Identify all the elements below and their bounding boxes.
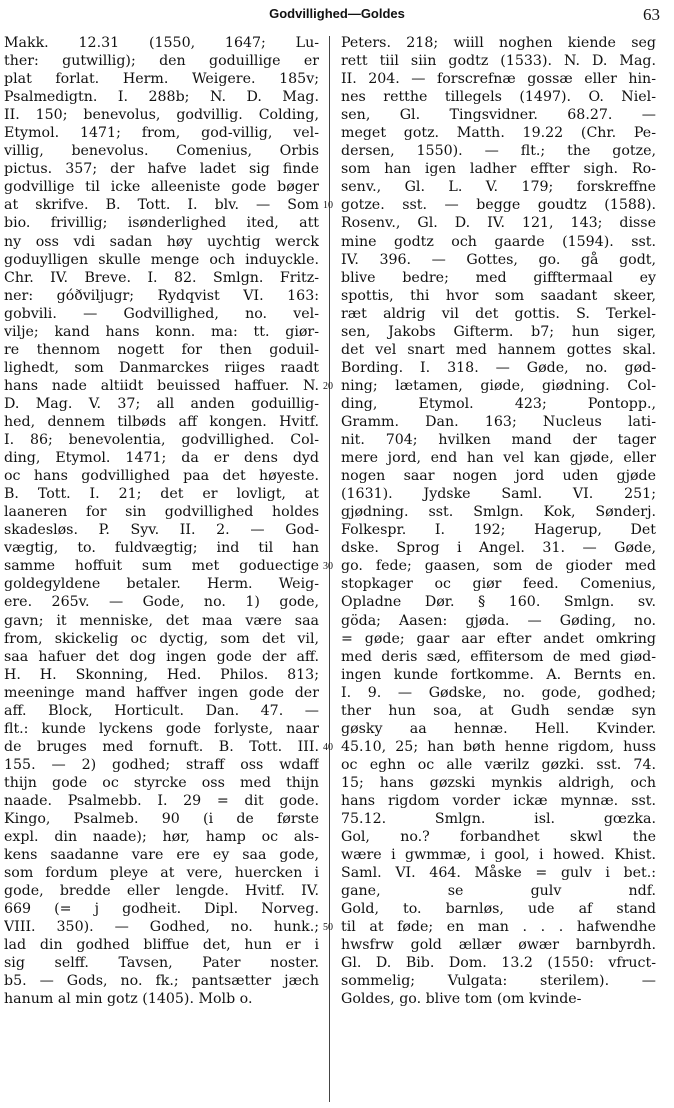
text-line: thijn gode oc styrcke oss med thijn bbox=[4, 774, 319, 791]
text-line: rett tiil siin godtz (1533). N. D. Mag. bbox=[341, 53, 656, 70]
text-line: dske. Sprog i Angel. 31. — Gøde, bbox=[341, 540, 656, 557]
text-line: from, skickelig oc dyctig, som det vil, bbox=[4, 630, 319, 647]
text-line: ner: góðviljugr; Rydqvist VI. 163: bbox=[4, 287, 319, 304]
text-line: dersen, 1550). — flt.; the gotze, bbox=[341, 143, 656, 160]
text-line: meget gotz. Matth. 19.22 (Chr. Pe- bbox=[341, 125, 656, 142]
text-line: som han igen ladher effter sigh. Ro- bbox=[341, 161, 656, 178]
text-line: Rosenv., Gl. D. IV. 121, 143; disse bbox=[341, 215, 656, 232]
text-line: sig selff. Tavsen, Pater noster. bbox=[4, 955, 319, 972]
text-line: B. Tott. I. 21; det er lovligt, at bbox=[4, 486, 319, 503]
text-line: Opladne Dør. § 160. Smlgn. sv. bbox=[341, 594, 656, 611]
text-line: sen, Jakobs Gifterm. b7; hun siger, bbox=[341, 323, 656, 340]
text-line: ding, Etymol. 423; Pontopp., bbox=[341, 395, 656, 412]
text-line: mine godtz och gaarde (1594). sst. bbox=[341, 233, 656, 250]
text-line: go. fede; gaasen, som de gioder med bbox=[341, 558, 656, 575]
text-line: II. 204. — forscrefnæ gossæ eller hin- bbox=[341, 71, 656, 88]
text-line: ny oss vdi sadan høy uychtig werck bbox=[4, 233, 319, 250]
left-column bbox=[4, 34, 319, 1009]
text-line: 669 (= j godheit. Dipl. Norveg. bbox=[4, 901, 319, 918]
text-line: IV. 396. — Gottes, go. gå godt, bbox=[341, 251, 656, 268]
text-line: I. 9. — Gødske, no. gode, godhed; bbox=[341, 684, 656, 701]
text-line: aff. Block, Horticult. Dan. 47. — bbox=[4, 702, 319, 719]
margin-line-number: 10 bbox=[323, 200, 333, 212]
text-line: hanum al min gotz (1405). Molb o. bbox=[4, 991, 253, 1008]
text-line: sommelig; Vulgata: sterilem). — bbox=[341, 973, 656, 990]
text-line: 75.12. Smlgn. isl. gœzka. bbox=[341, 811, 656, 828]
text-line: b5. — Gods, no. fk.; pantsætter jæch bbox=[4, 973, 319, 990]
text-line: skadesløs. P. Syv. II. 2. — God- bbox=[4, 522, 319, 539]
text-line: Gol, no.? forbandhet skwl the bbox=[341, 829, 656, 846]
text-line: re thennom nogett for then goduil- bbox=[4, 341, 319, 358]
text-line: blive bedre; med gifftermaal ey bbox=[341, 269, 656, 286]
right-column bbox=[341, 34, 656, 1009]
margin-line-number: 30 bbox=[323, 561, 333, 573]
text-line: gjødning. sst. Smlgn. Kok, Sønderj. bbox=[341, 504, 656, 521]
margin-line-number: 40 bbox=[323, 741, 333, 753]
margin-line-number: 20 bbox=[323, 380, 333, 392]
margin-line-number: 50 bbox=[323, 922, 333, 934]
text-line: med deris sæd, effitersom de med giød- bbox=[341, 648, 656, 665]
text-line: naade. Psalmebb. I. 29 = dit gode. bbox=[4, 792, 319, 809]
text-line: oc hans godvillighed paa det høyeste. bbox=[4, 468, 319, 485]
text-line: kens saadanne vare ere ey saa gode, bbox=[4, 847, 319, 864]
text-line: stopkager oc giør feed. Comenius, bbox=[341, 576, 656, 593]
text-line: I. 86; benevolentia, godvillighed. Col- bbox=[4, 432, 319, 449]
text-line: pictus. 357; der hafve ladet sig finde bbox=[4, 161, 319, 178]
text-line: Chr. IV. Breve. I. 82. Smlgn. Fritz- bbox=[4, 269, 319, 286]
text-line: spottis, thi hvor som saadant skeer, bbox=[341, 287, 656, 304]
text-line: de bruges med fornuft. B. Tott. III. bbox=[4, 738, 319, 755]
text-line: nogen saar nogen jord uden gjøde bbox=[341, 468, 656, 485]
text-line: göda; Aasen: gjøda. — Gøding, no. bbox=[341, 612, 656, 629]
text-line: goduylligen skulle menge och induyckle. bbox=[4, 251, 319, 268]
text-line: gotze. sst. — begge goudtz (1588). bbox=[341, 197, 656, 214]
text-line: som fordum pleye at vere, huercken i bbox=[4, 865, 319, 882]
text-line: 15; hans gøzski mynkis aldrigh, och bbox=[341, 774, 656, 791]
text-line: samme hoffuit sum met goduectige bbox=[4, 558, 319, 575]
text-line: ther: gutwillig); den goduillige er bbox=[4, 53, 319, 70]
text-line: Saml. VI. 464. Måske = gulv i bet.: bbox=[341, 865, 656, 882]
text-line: VIII. 350). — Godhed, no. hunk.; bbox=[4, 919, 319, 936]
text-line: senv., Gl. L. V. 179; forskreffne bbox=[341, 179, 656, 196]
text-line: Etymol. 1471; from, god-villig, vel- bbox=[4, 125, 319, 142]
text-line: lighedt, som Danmarckes riiges raadt bbox=[4, 359, 319, 376]
text-line: det vel snart med hannem gottes skal. bbox=[341, 341, 656, 358]
text-line: Kingo, Psalmeb. 90 (i de første bbox=[4, 811, 319, 828]
text-line: villig, benevolus. Comenius, Orbis bbox=[4, 143, 319, 160]
text-line: II. 150; benevolus, godvillig. Colding, bbox=[4, 107, 319, 124]
text-line: gane, se gulv ndf. bbox=[341, 883, 656, 900]
text-line: Peters. 218; wiill noghen kiende seg bbox=[341, 35, 656, 51]
text-line: expl. din naade); hør, hamp oc als- bbox=[4, 829, 319, 846]
text-line: wære i gwmmæ, i gool, i howed. Khist. bbox=[341, 847, 656, 864]
text-line: flt.: kunde lyckens gode forlyste, naar bbox=[4, 720, 319, 737]
text-line: plat forlat. Herm. Weigere. 185v; bbox=[4, 71, 319, 88]
text-line: vægtig, to. fuldvægtig; ind til han bbox=[4, 540, 319, 557]
text-line: meeninge mand haffver ingen gode der bbox=[4, 684, 319, 701]
running-title: Godvillighed—Goldes bbox=[269, 6, 405, 21]
text-line: ding, Etymol. 1471; da er dens dyd bbox=[4, 450, 319, 467]
page-number: 63 bbox=[643, 5, 660, 24]
text-line: vilje; kand hans konn. ma: tt. giør- bbox=[4, 323, 319, 340]
text-line: Gramm. Dan. 163; Nucleus lati- bbox=[341, 413, 656, 430]
text-line: ning; lætamen, giøde, giødning. Col- bbox=[341, 377, 656, 394]
text-line: Folkespr. I. 192; Hagerup, Det bbox=[341, 522, 656, 539]
text-line: ere. 265v. — Gode, no. 1) gode, bbox=[4, 594, 319, 611]
text-line: nit. 704; hvilken mand der tager bbox=[341, 432, 656, 449]
text-line: gobvili. — Godvillighed, no. vel- bbox=[4, 305, 319, 322]
text-line: til at føde; en man . . . hafwendhe bbox=[341, 919, 656, 936]
text-line: Psalmedigtn. I. 288b; N. D. Mag. bbox=[4, 89, 319, 106]
text-line: gøsky aa hennæ. Hell. Kvinder. bbox=[341, 720, 656, 737]
text-line: 45.10, 25; han bøth henne rigdom, huss bbox=[341, 738, 656, 755]
text-line: at skrifve. B. Tott. I. blv. — Som bbox=[4, 197, 319, 214]
text-line: (1631). Jydske Saml. VI. 251; bbox=[341, 486, 656, 503]
text-line: Bording. I. 318. — Gøde, no. gød- bbox=[341, 359, 656, 376]
text-line: hed, dennem tilbøds aff kongen. Hvitf. bbox=[4, 413, 319, 430]
text-line: lad din godhed bliffue det, hun er i bbox=[4, 937, 319, 954]
text-line: ingen kunde fortkomme. A. Bernts en. bbox=[341, 666, 656, 683]
text-line: = gøde; gaar aar efter andet omkring bbox=[341, 630, 656, 647]
text-line: Gold, to. barnløs, ude af stand bbox=[341, 901, 656, 918]
page-header bbox=[0, 6, 674, 26]
text-line: hwsfrw gold ællær øwær barnbyrdh. bbox=[341, 937, 656, 954]
text-line: Makk. 12.31 (1550, 1647; Lu- bbox=[4, 35, 319, 51]
text-line: saa hafuer det dog ingen gode der aff. bbox=[4, 648, 319, 665]
text-line: 155. — 2) godhed; straff oss wdaff bbox=[4, 756, 319, 773]
text-line: ther hun soa, at Gudh sendæ syn bbox=[341, 702, 656, 719]
text-line: godvillige til icke alleeniste gode bøger bbox=[4, 179, 319, 196]
text-line: laaneren for sin godvillighed holdes bbox=[4, 504, 319, 521]
text-line: gode, bredde eller lengde. Hvitf. IV. bbox=[4, 883, 319, 900]
text-line: hans nade altiidt beuissed haffuer. N. bbox=[4, 377, 319, 394]
text-line: D. Mag. V. 37; all anden goduillig- bbox=[4, 395, 319, 412]
text-line: oc eghn oc alle værilz gøzki. sst. 74. bbox=[341, 756, 656, 773]
text-line: sen, Gl. Tingsvidner. 68.27. — bbox=[341, 107, 656, 124]
text-line: Gl. D. Bib. Dom. 13.2 (1550: vfruct- bbox=[341, 955, 656, 972]
text-line: H. H. Skonning, Hed. Philos. 813; bbox=[4, 666, 319, 683]
text-line: mere jord, end han vel kan gjøde, eller bbox=[341, 450, 656, 467]
text-line: bio. frivillig; isønderlighed ited, att bbox=[4, 215, 319, 232]
text-line: Goldes, go. blive tom (om kvinde- bbox=[341, 991, 582, 1008]
text-line: hans rigdom vorder ickæ mynnæ. sst. bbox=[341, 792, 656, 809]
text-line: gavn; it menniske, det maa være saa bbox=[4, 612, 319, 629]
text-line: ræt aldrig vil det gottis. S. Terkel- bbox=[341, 305, 656, 322]
text-line: goldegyldene betaler. Herm. Weig- bbox=[4, 576, 319, 593]
text-line: nes retthe tillegels (1497). O. Niel- bbox=[341, 89, 656, 106]
